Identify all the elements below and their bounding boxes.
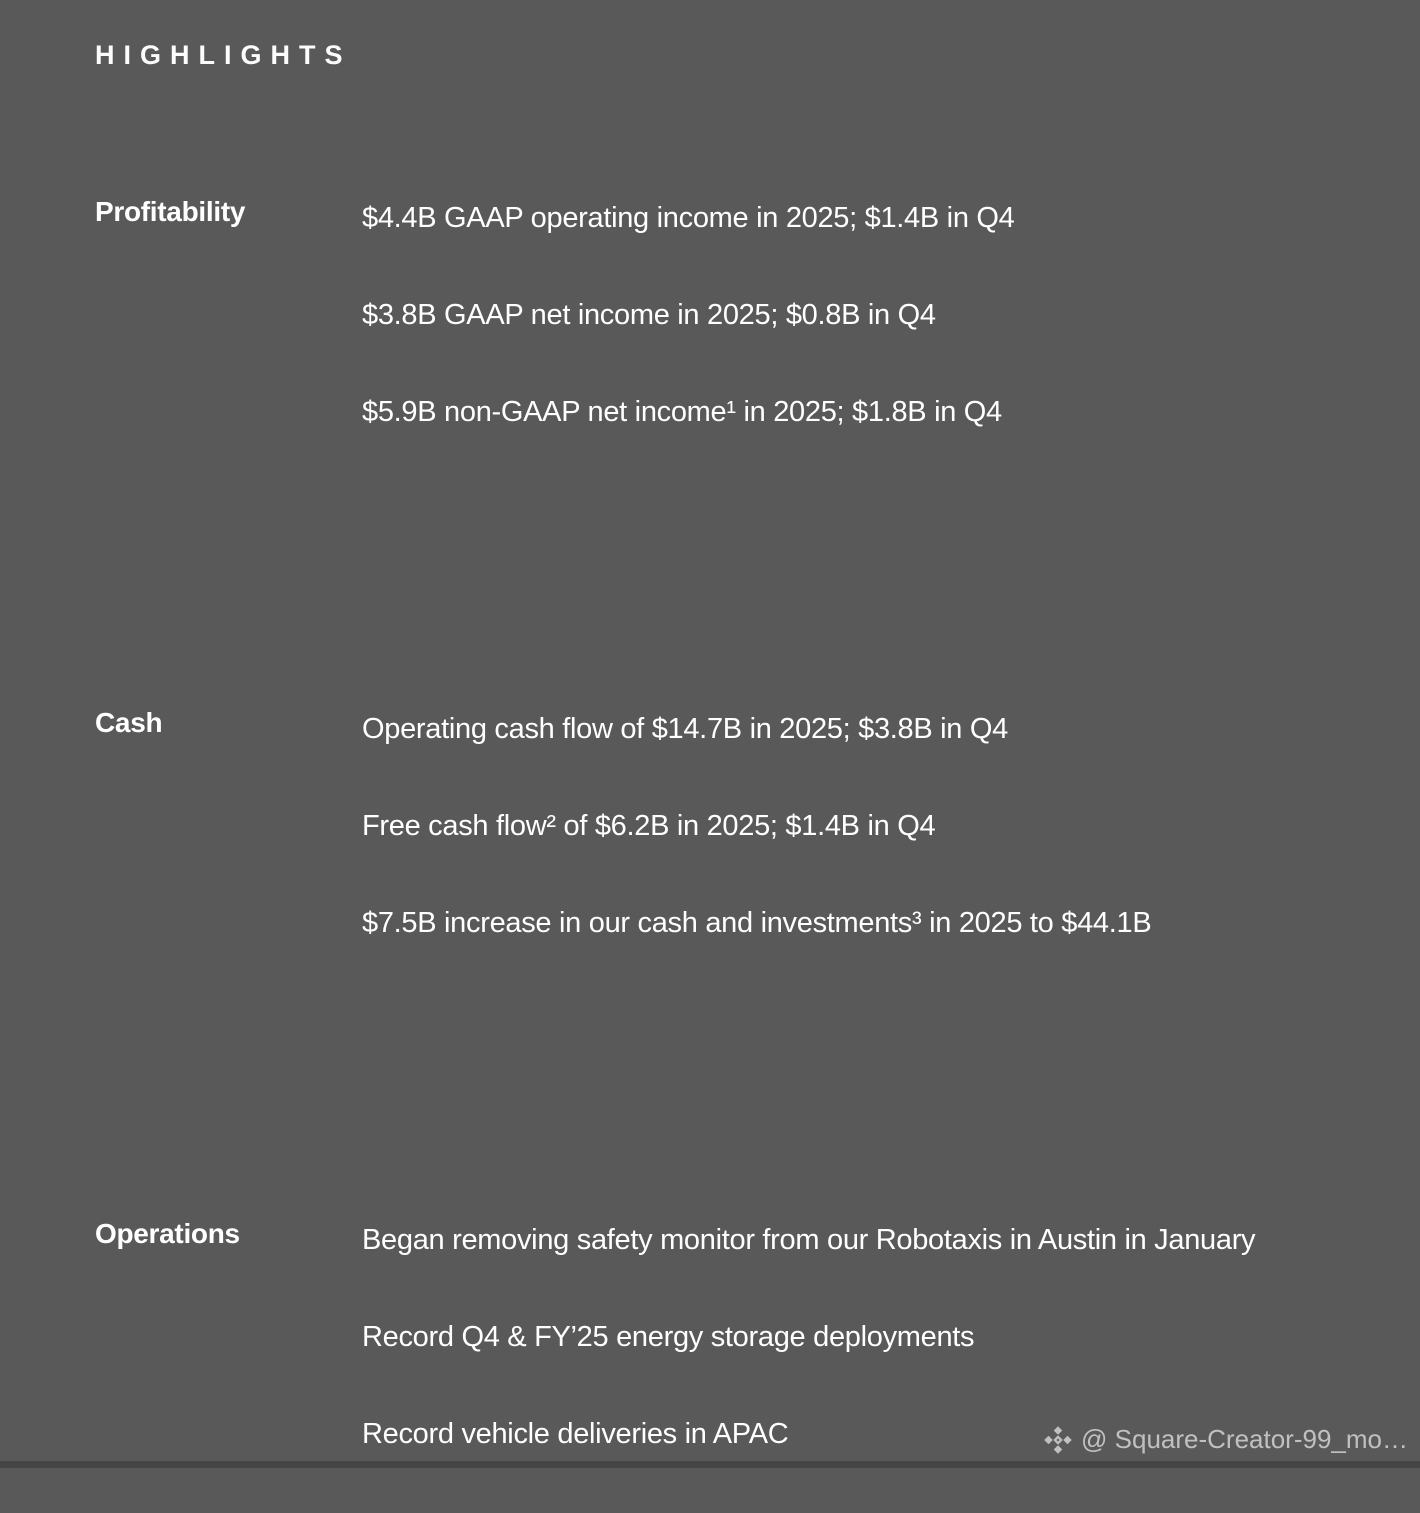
bullet-item: $4.4B GAAP operating income in 2025; $1.4B in Q4 bbox=[362, 202, 1015, 234]
watermark bbox=[1043, 1424, 1408, 1455]
bullet-item: Operating cash flow of $14.7B in 2025; $3.8B in Q4 bbox=[362, 713, 1008, 745]
bottom-edge-strip bbox=[0, 1461, 1420, 1468]
bullet-item: Began removing safety monitor from our Robotaxis in Austin in January bbox=[362, 1224, 1256, 1256]
section-label-operations: Operations bbox=[95, 1218, 240, 1249]
section-label-cash: Cash bbox=[95, 707, 163, 738]
bullet-item: Record Q4 & FY’25 energy storage deployments bbox=[362, 1321, 975, 1353]
watermark-text: @ Square-Creator-99_mo… bbox=[1081, 1424, 1408, 1454]
bullet-item: $3.8B GAAP net income in 2025; $0.8B in Q4 bbox=[362, 299, 936, 331]
section-bullets bbox=[362, 1222, 1400, 1513]
bullet-item: Free cash flow² of $6.2B in 2025; $1.4B in Q4 bbox=[362, 810, 936, 842]
section-label-profitability: Profitability bbox=[95, 196, 246, 227]
binance-diamond-icon bbox=[1043, 1425, 1073, 1455]
bullet-item: $5.9B non-GAAP net income¹ in 2025; $1.8B in Q4 bbox=[362, 396, 1002, 428]
bullet-item: Record vehicle deliveries in APAC bbox=[362, 1418, 789, 1450]
section-bullets bbox=[362, 711, 1400, 1002]
section-bullets bbox=[362, 200, 1400, 491]
page-title: HIGHLIGHTS bbox=[95, 40, 352, 70]
bullet-item: $7.5B increase in our cash and investments³ in 2025 to $44.1B bbox=[362, 907, 1152, 939]
